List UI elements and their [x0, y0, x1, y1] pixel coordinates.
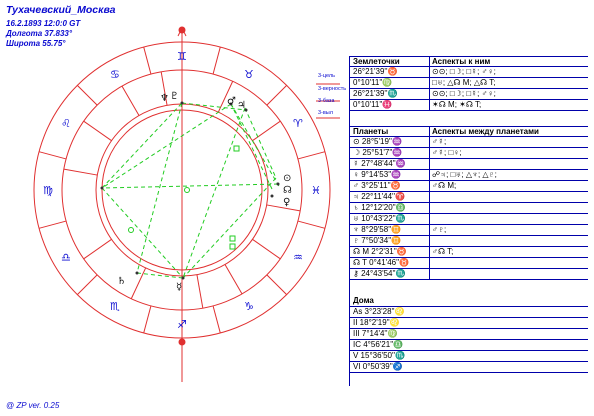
side-label-loyalty: 3-верность — [318, 86, 347, 92]
table-row: ♆ 8°29'58''♊ ♂♇; — [350, 225, 588, 236]
table-row: 0°10'11''♍ □♅; △☊ M; △☊ T; — [350, 78, 588, 89]
table-row: ♀ 9°14'53''♒ ☍♃; □♅; △♆; △♇; — [350, 170, 588, 181]
neptune-glyph: ♆ — [160, 93, 169, 104]
table-row: 26°21'39''♏ ⊙⊙; □☽; □☿; ♂♀; — [350, 89, 588, 100]
planets-header: Планеты Аспекты между планетами — [350, 126, 588, 137]
pluto-glyph: ♇ — [170, 91, 179, 102]
table-row: VI 0°50'39''♐ — [350, 362, 588, 373]
chart-title: Тухачевский_Москва — [6, 4, 116, 16]
table-row: 26°21'39''♉ ⊙⊙; □☽; □☿; ♂♀; — [350, 67, 588, 78]
zodiac-sign-glyph: ♋ — [110, 67, 120, 81]
zodiac-sign-glyph: ♍ — [43, 184, 53, 197]
table-row: IC 4°56'21''♎ — [350, 340, 588, 351]
node-glyph: ☊ — [283, 185, 292, 196]
table-row: ☿ 27°48'44''♒ — [350, 159, 588, 170]
zodiac-sign-glyph: ♎ — [60, 251, 71, 264]
table-row: ☽ 25°51'7''♒ ♂☿; □♀; — [350, 148, 588, 159]
mars-glyph: ♂ — [227, 96, 236, 107]
zodiac-sign-glyph: ♒ — [293, 251, 303, 264]
zodiac-sign-glyph: ♓ — [311, 184, 321, 197]
table-row: ☊ M 2°2'31''♉ ♂☊ T; — [350, 247, 588, 258]
jupiter-glyph: ♃ — [237, 100, 246, 111]
longitude-label: Долгота 37.833° — [6, 29, 73, 38]
houses-header: Дома — [350, 296, 588, 307]
table-row: V 15°36'50''♏ — [350, 351, 588, 362]
table-row: ♃ 22°11'44''♈ — [350, 192, 588, 203]
zodiac-sign-glyph: ♌ — [60, 117, 71, 130]
zodiac-sign-glyph: ♐ — [177, 318, 187, 331]
planet-points — [101, 102, 280, 280]
saturn-glyph: ♄ — [117, 276, 126, 287]
latitude-label: Широта 55.75° — [6, 39, 66, 48]
zodiac-sign-glyph: ♊ — [177, 50, 187, 63]
mercury-glyph: ☿ — [176, 282, 183, 293]
table-row: 0°10'11''♓ ✶☊ M; ✶☊ T; — [350, 100, 588, 111]
aspect-markers — [129, 146, 240, 249]
table-row: ♅ 10°43'22''♏ — [350, 214, 588, 225]
earth-points-header: Землеточки Аспекты к ним — [350, 56, 588, 67]
table-row: ⊙ 28°5'19''♒ ♂☿; — [350, 137, 588, 148]
zodiac-sign-glyph: ♉ — [244, 67, 254, 81]
sun-glyph: ⊙ — [283, 173, 292, 184]
aspect-table — [349, 56, 588, 386]
table-row: III 7°14'4''♍ — [350, 329, 588, 340]
table-row: ♄ 12°12'20''♎ — [350, 203, 588, 214]
birth-date: 16.2.1893 12:0:0 GT — [6, 19, 81, 28]
side-label-goal: 3-цель — [318, 73, 335, 79]
ic-marker — [179, 339, 186, 346]
side-label-exit: 3-выл — [318, 110, 333, 116]
table-row: ♇ 7°50'34''♊ — [350, 236, 588, 247]
zodiac-sign-glyph: ♈ — [293, 117, 303, 130]
table-row: II 18°2'19''♌ — [350, 318, 588, 329]
aspect-lines — [102, 103, 280, 278]
venus-glyph: ♀ — [283, 197, 291, 208]
zodiac-sign-glyph: ♏ — [110, 300, 120, 314]
version-label: @ ZP ver. 0.25 — [6, 401, 60, 410]
table-row: ☊ T 0°41'46''♉ — [350, 258, 588, 269]
table-row: ⚷ 24°43'54''♏ — [350, 269, 588, 280]
zodiac-sign-glyph: ♑ — [244, 300, 254, 314]
side-label-base: 3-база — [318, 98, 335, 104]
table-row: As 3°23'28''♌ — [350, 307, 588, 318]
table-row: ♂ 3°25'11''♉ ♂☊ M; — [350, 181, 588, 192]
